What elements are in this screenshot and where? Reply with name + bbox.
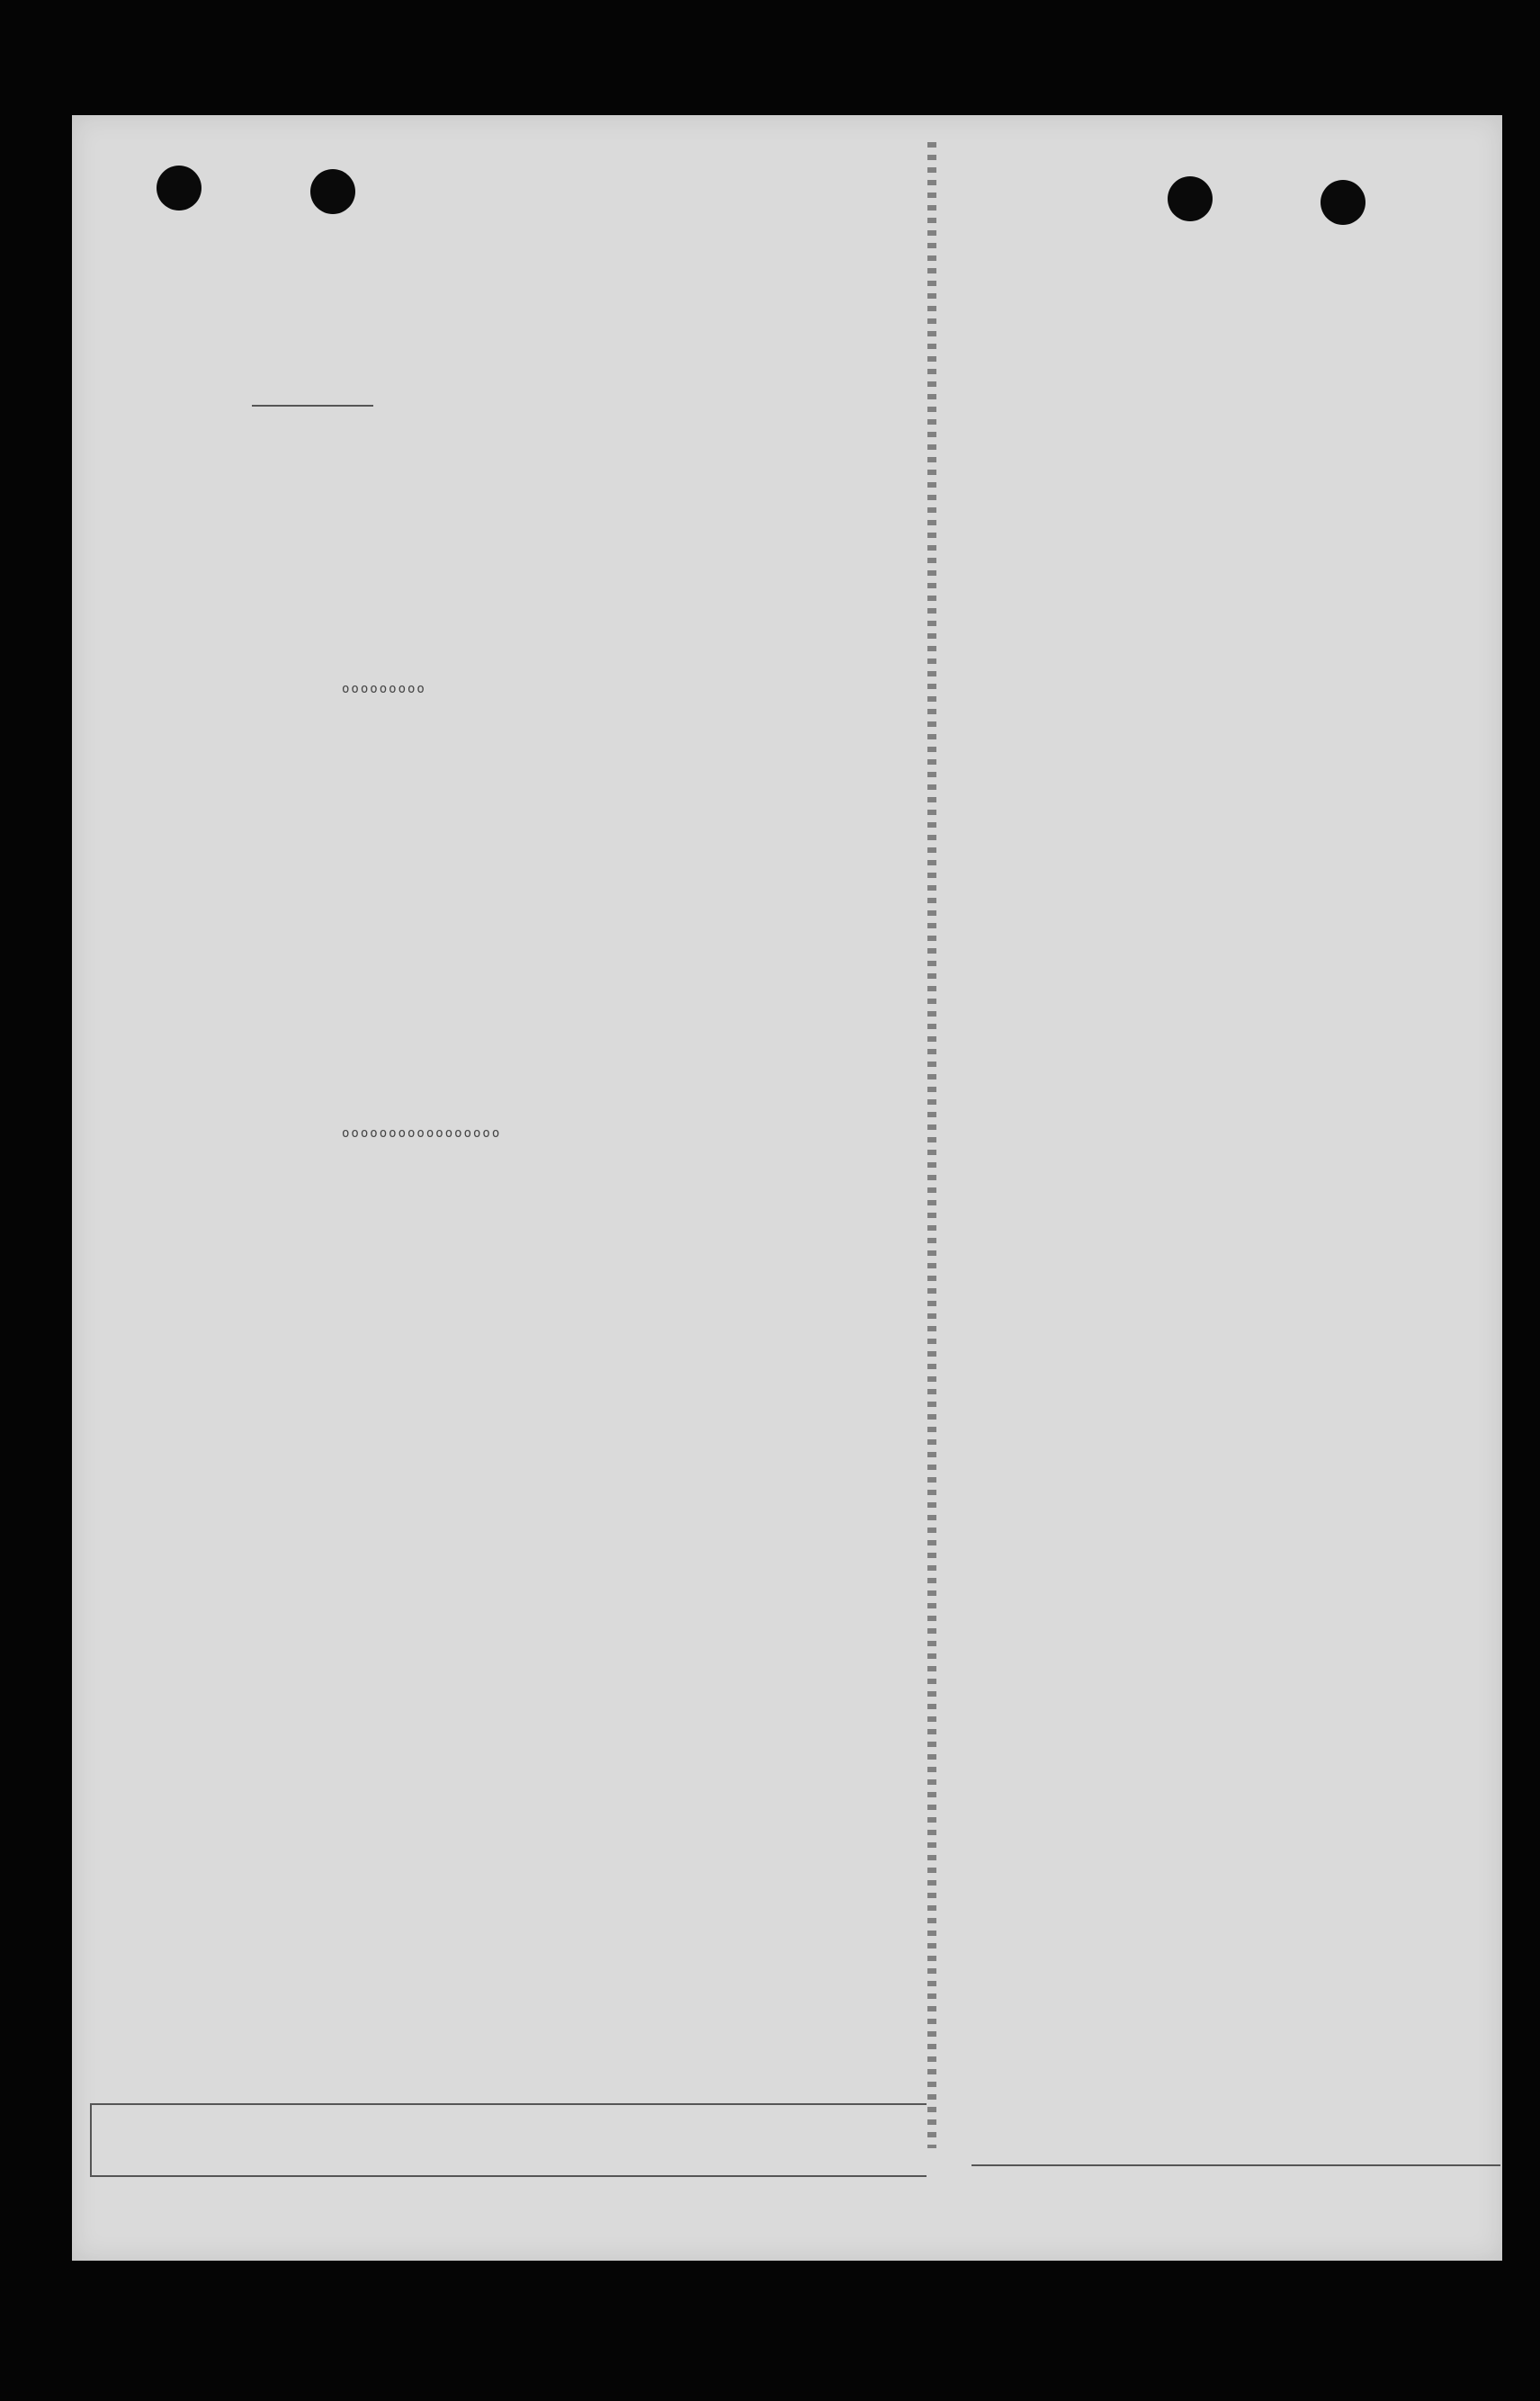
- footer-rule: [90, 2175, 927, 2177]
- footer-rule: [90, 2103, 92, 2175]
- standard-dots: ooooooooooooooooo: [342, 1126, 502, 1141]
- lits-dots: ooooooooo: [342, 682, 426, 696]
- col-name: [128, 563, 432, 581]
- underline: [252, 405, 373, 407]
- punch-hole: [1321, 180, 1365, 225]
- col-official: [613, 563, 925, 581]
- perforation-line: [927, 142, 936, 2148]
- footer-rule: [971, 2164, 1500, 2166]
- manifest-sheet: [72, 115, 1502, 2261]
- punch-hole: [157, 166, 201, 211]
- punch-hole: [1168, 176, 1213, 221]
- punch-hole: [310, 169, 355, 214]
- footer-rule: [90, 2103, 927, 2105]
